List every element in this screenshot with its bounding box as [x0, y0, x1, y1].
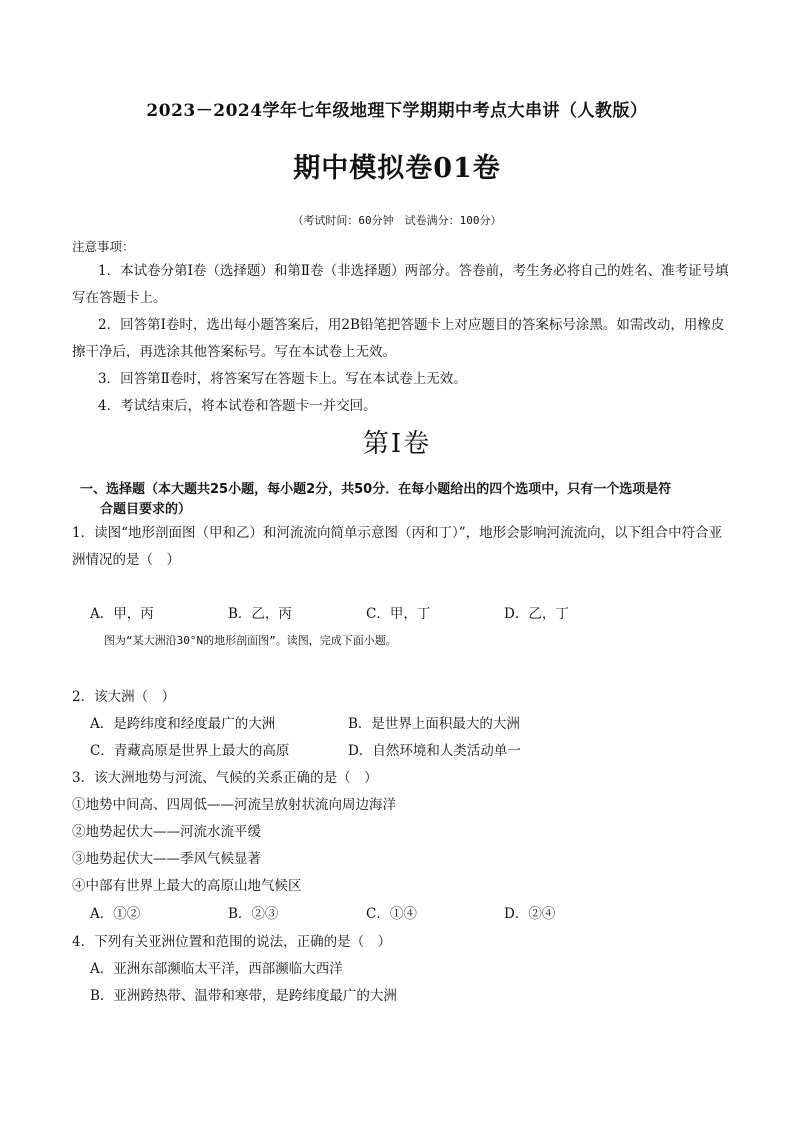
- exam-info: （考试时间：60分钟 试卷满分：100分）: [292, 214, 502, 227]
- instruction-item: 3．回答第Ⅱ卷时，将答案写在答题卡上。写在本试卷上无效。: [98, 371, 467, 387]
- option-b: B．是世界上面积最大的大洲: [348, 716, 520, 732]
- instruction-item: 2．回答第Ⅰ卷时，选出每小题答案后，用2B铅笔把答题卡上对应题目的答案标号涂黑。如需改动，用橡皮擦干净后，再选涂其他答案标号。写在本试卷上无效。: [72, 317, 725, 360]
- question-3-options: [90, 901, 730, 928]
- option-d: D．②④: [504, 906, 556, 922]
- option-c: C．青藏高原是世界上最大的高原: [90, 743, 290, 759]
- question-3-statement: ④中部有世界上最大的高原山地气候区: [72, 878, 302, 894]
- question-2-stem: 2．该大洲（ ）: [72, 689, 176, 705]
- option-a: A．亚洲东部濒临太平洋，西部濒临大西洋: [90, 961, 343, 977]
- option-b: B．乙，丙: [228, 606, 292, 622]
- section-heading-line: 一、选择题（本大题共25小题，每小题2分，共50分．在每小题给出的四个选项中，只有一个选项是符: [80, 482, 672, 497]
- option-a: A．是跨纬度和经度最广的大洲: [90, 716, 276, 732]
- section-heading-line: 合题目要求的）: [100, 502, 192, 517]
- header-title: 2023－2024学年七年级地理下学期期中考点大串讲（人教版）: [146, 101, 648, 121]
- question-3-statement: ②地势起伏大——河流水流平缓: [72, 824, 261, 840]
- instruction-item: 4．考试结束后，将本试卷和答题卡一并交回。: [98, 398, 377, 414]
- question-3-stem: 3．该大洲地势与河流、气候的关系正确的是（ ）: [72, 770, 378, 786]
- option-b: B．亚洲跨热带、温带和寒带，是跨纬度最广的大洲: [90, 988, 397, 1004]
- option-d: D．乙，丁: [504, 606, 569, 622]
- page-title: 期中模拟卷01卷: [293, 153, 501, 184]
- question-3-statement: ③地势起伏大——季风气候显著: [72, 851, 261, 867]
- instruction-item: 1．本试卷分第Ⅰ卷（选择题）和第Ⅱ卷（非选择题）两部分。答卷前，考生务必将自己的姓名、准考证号填写在答题卡上。: [72, 263, 729, 306]
- question-4-stem: 4．下列有关亚洲位置和范围的说法，正确的是（ ）: [72, 934, 392, 950]
- instructions: [72, 236, 732, 420]
- section-heading: [80, 480, 740, 520]
- option-b: B．②③: [228, 906, 279, 922]
- instructions-heading: 注意事项：: [72, 239, 135, 254]
- question-1-options: [90, 601, 730, 628]
- question-2-options-row: [90, 711, 730, 738]
- option-a: A．甲，丙: [90, 606, 154, 622]
- question-3-statement: ①地势中间高、四周低——河流呈放射状流向周边海洋: [72, 797, 396, 813]
- volume-title: 第Ⅰ卷: [362, 429, 432, 459]
- question-1-stem: 1．读图“地形剖面图（甲和乙）和河流流向简单示意图（丙和丁）”，地形会影响河流流向，以下组合中符合亚洲情况的是（ ）: [72, 525, 723, 568]
- option-d: D．自然环境和人类活动单一: [348, 743, 521, 759]
- question-2-options-row: [90, 738, 730, 765]
- option-c: C．甲，丁: [366, 606, 431, 622]
- figure-caption: 图为“某大洲沿30°N的地形剖面图”。读图，完成下面小题。: [104, 634, 397, 647]
- option-c: C．①④: [366, 906, 417, 922]
- option-a: A．①②: [90, 906, 141, 922]
